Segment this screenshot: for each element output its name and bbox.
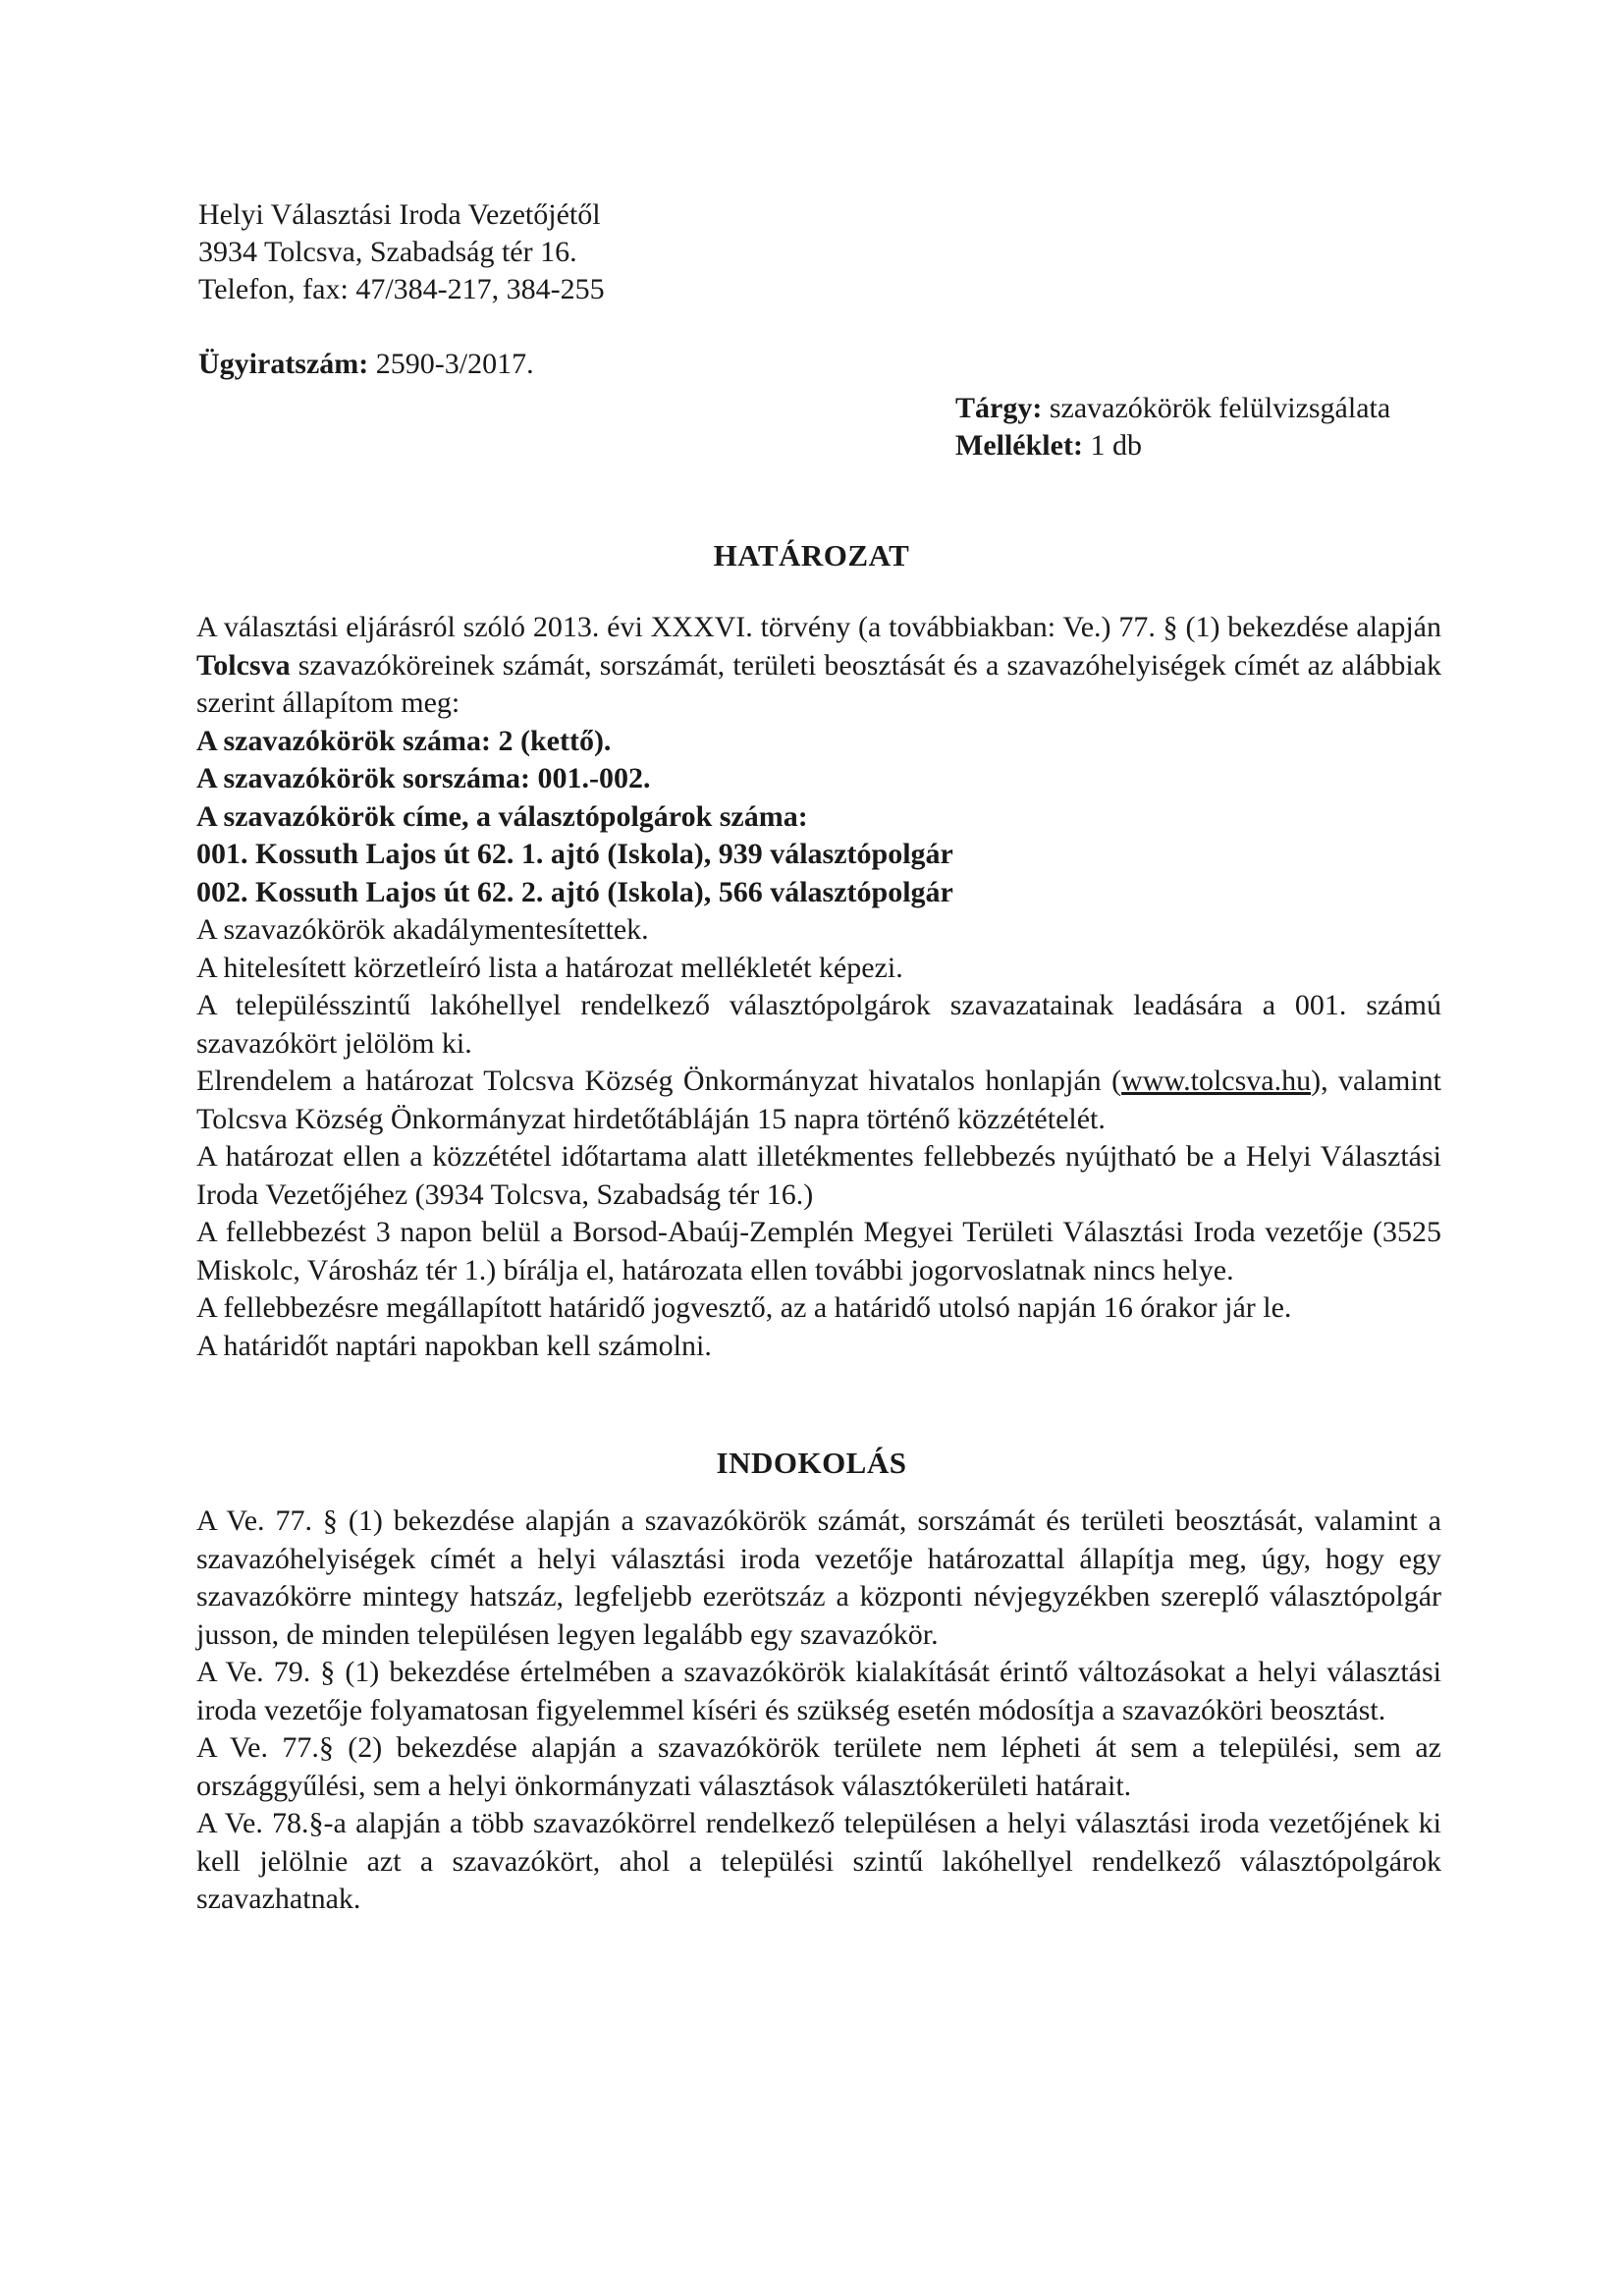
district-address-2 [196,874,1441,912]
reasoning-body [196,1503,1441,1919]
publish-text-a: Elrendelem a határozat Tolcsva Község Önkormányzat hivatalos honlapján ( [196,1065,1122,1097]
case-number-label: Ügyiratszám: [198,348,369,380]
attachment-label: Melléklet: [955,429,1083,462]
district-address-heading [196,798,1441,837]
district-count [196,723,1441,761]
address-2-text: 002. Kossuth Lajos út 62. 2. ajtó (Iskola), 566 választópolgár [196,875,953,908]
subject-label: Tárgy: [955,392,1043,424]
decision-intro [196,609,1441,723]
district-count-text: A szavazókörök száma: 2 (kettő). [196,724,612,757]
sender-office: Helyi Választási Iroda Vezetőjétől [198,198,601,231]
district-address-1 [196,836,1441,874]
website-link[interactable]: www.tolcsva.hu [1121,1065,1312,1097]
paragraph-list: A hitelesített körzetleíró lista a határozat mellékletét képezi. [196,951,903,984]
sender-phone: Telefon, fax: 47/384-217, 384-255 [198,273,605,305]
publish-text-b: ), valamint Tolcsva Község Önkormányzat hirdetőtábláján 15 napra történő közzétételét. [196,1065,1441,1135]
address-1-text: 001. Kossuth Lajos út 62. 1. ajtó (Iskola), 939 választópolgár [196,838,953,870]
attachment-value: 1 db [1082,429,1142,462]
intro-text-b: szavazóköreinek számát, sorszámát, területi beosztását és a szavazóhelyiségek címét az alábbiak szerint állapítom meg: [196,648,1441,719]
paragraph-deadline: A fellebbezésre megállapított határidő jogvesztő, az a határidő utolsó napján 16 órakor jár le. [196,1291,1292,1324]
subject-value: szavazókörök felülvizsgálata [1042,392,1391,424]
paragraph-review: A fellebbezést 3 napon belül a Borsod-Abaúj-Zemplén Megyei Területi Választási Iroda vezetője (3525 Miskolc, Városház tér 1.) bírálja el, határozata ellen további jogorvoslatnak nincs helye. [196,1216,1441,1286]
district-serial [196,760,1441,798]
intro-settlement: Tolcsva [196,648,291,682]
paragraph-publish [196,1063,1441,1138]
paragraph-appeal: A határozat ellen a közzététel időtartama alatt illetékmentes fellebbezés nyújtható be a Helyi Választási Iroda Vezetőjéhez (3934 Tolcsva, Szabadság tér 16.) [196,1140,1441,1211]
reasoning-paragraph-4: A Ve. 78.§-a alapján a több szavazókörrel rendelkező településen a helyi választási iroda vezetőjének ki kell jelölnie azt a szavazókört, ahol a települési szintű lakóhellyel rendelkező választópolgárok szavazhatnak. [196,1807,1441,1915]
sender-address: 3934 Tolcsva, Szabadság tér 16. [198,236,577,268]
paragraph-days: A határidőt naptári napokban kell számolni. [196,1329,712,1362]
paragraph-settlement: A településszintű lakóhellyel rendelkező választópolgárok szavazatainak leadására a 001. számú szavazókört jelölöm ki. [196,989,1441,1060]
attachment-line [955,427,1390,465]
reasoning-title: INDOKOLÁS [716,1446,907,1480]
district-serial-text: A szavazókörök sorszáma: 001.-002. [196,762,651,794]
address-heading-text: A szavazókörök címe, a választópolgárok száma: [196,799,808,833]
case-number-value: 2590-3/2017. [368,348,534,380]
subject-block [955,390,1390,465]
reasoning-paragraph-2: A Ve. 79. § (1) bekezdése értelmében a szavazókörök kialakítását érintő változásokat a helyi választási iroda vezetője folyamatosan figyelemmel kíséri és szükség esetén módosítja a szavazóköri beosztást. [196,1656,1441,1726]
paragraph-accessible: A szavazókörök akadálymentesítettek. [196,913,649,946]
decision-body [196,609,1441,1365]
decision-title: HATÁROZAT [713,538,910,573]
intro-text-a: A választási eljárásról szóló 2013. évi XXXVI. törvény (a továbbiakban: Ve.) 77. § (1) bekezdése alapján [196,611,1441,643]
case-number [198,346,534,383]
sender-block [198,196,605,308]
reasoning-paragraph-3: A Ve. 77.§ (2) bekezdése alapján a szavazókörök területe nem lépheti át sem a települési, sem az országgyűlési, sem a helyi önkormányzati választások választókerületi határait. [196,1731,1441,1802]
subject-line [955,390,1390,427]
reasoning-paragraph-1: A Ve. 77. § (1) bekezdése alapján a szavazókörök számát, sorszámát és területi beosztását, valamint a szavazóhelyiségek címét a helyi választási iroda vezetője határozattal állapítja meg, úgy, hogy egy szavazókörre mintegy hatszáz, legfeljebb ezerötszáz a központi névjegyzékben szereplő választópolgár jusson, de minden településen legyen legalább egy szavazókör. [196,1504,1441,1651]
